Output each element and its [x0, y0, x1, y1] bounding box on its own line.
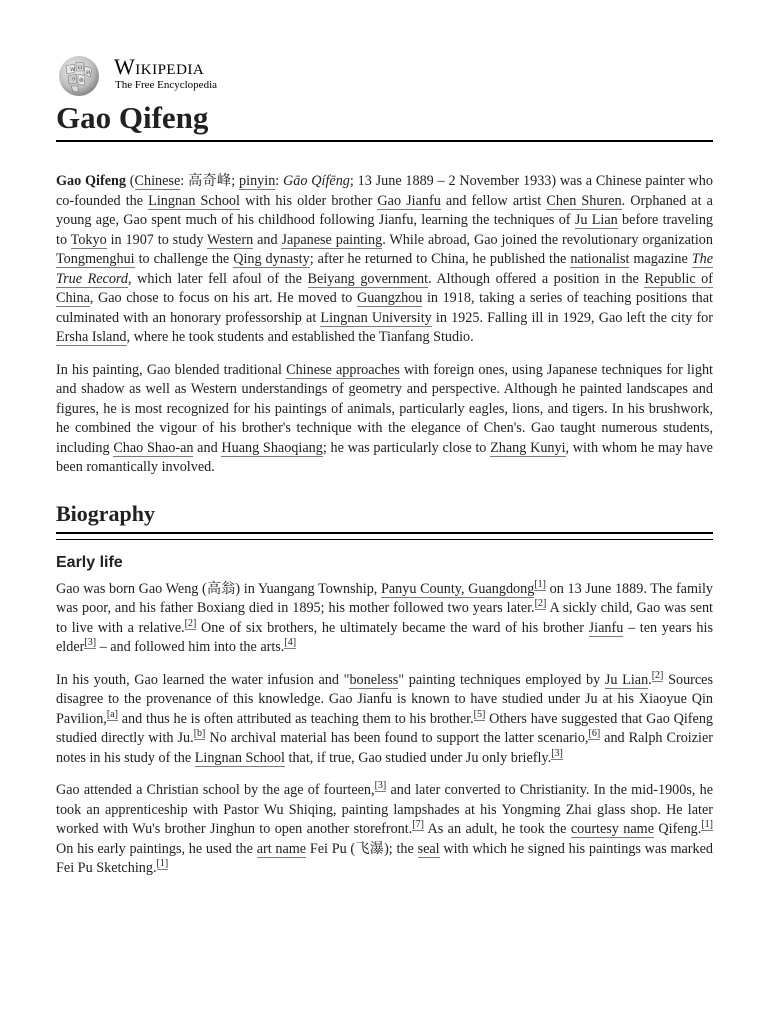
link-guangzhou[interactable]: Guangzhou	[356, 290, 423, 306]
citation[interactable]	[157, 858, 169, 870]
text: :	[275, 173, 284, 189]
early-life-paragraph-2	[56, 671, 713, 769]
citation[interactable]	[284, 637, 296, 649]
link-huang-shaoqiang[interactable]: Huang Shaoqiang	[221, 439, 323, 456]
text: Others have suggested that Gao Qifeng studied directly with Ju.	[56, 710, 714, 746]
citation[interactable]	[588, 728, 600, 740]
link-lingnan-school[interactable]: Lingnan School	[194, 749, 285, 766]
text: in 1925. Falling ill in 1929, Gao left the city for	[431, 309, 713, 326]
text: No archival material has been found to support the latter scenario,	[205, 730, 589, 746]
section-heading-biography: Biography	[56, 500, 713, 534]
citation-link[interactable]: [2]	[184, 617, 197, 629]
wikipedia-wordmark[interactable]: Wikipedia	[114, 54, 205, 79]
text: In his painting, Gao blended traditional	[56, 361, 287, 378]
link-lingnan-university[interactable]: Lingnan University	[320, 309, 432, 326]
link-western[interactable]: Western	[207, 231, 254, 248]
article-page	[56, 52, 714, 876]
wikipedia-globe-logo[interactable]	[56, 54, 102, 98]
citation[interactable]	[534, 579, 546, 591]
text: and thus he is often attributed as teaching them to his brother.	[117, 710, 474, 727]
text: , with whom he may have been romantically involved.	[56, 439, 713, 475]
text: Sources disagree to the provenance of this knowledge. Gao Jianfu is known to have studied under Ju at his Xiaoyue Qin Pavilion,	[56, 671, 713, 727]
citation[interactable]	[701, 819, 713, 831]
text: A sickly child, Gao was sent to live with a relative.	[56, 600, 713, 636]
intro-paragraph-2	[56, 361, 713, 478]
text: ; after he returned to China, he published the	[309, 251, 571, 267]
link-jianfu[interactable]: Jianfu	[588, 619, 624, 636]
link-chinese[interactable]: Chinese	[134, 173, 181, 189]
citation[interactable]	[474, 709, 486, 721]
text: with his older brother	[239, 192, 378, 209]
svg-text:W: W	[70, 67, 76, 73]
text: and fellow artist	[440, 192, 547, 209]
text: , where he took students and established the Tianfang Studio.	[126, 329, 474, 345]
citation-link[interactable]: [2]	[651, 669, 664, 681]
text: Fei Pu (飞瀑); the	[306, 840, 418, 857]
text: magazine	[629, 251, 692, 267]
link-beiyang-government[interactable]: Beiyang government	[307, 270, 429, 287]
article-subject: Gao Qifeng	[56, 173, 126, 189]
link-nationalist[interactable]: nationalist	[570, 251, 630, 267]
text: with which he signed his paintings was marked Fei Pu Sketching.	[56, 840, 714, 876]
text: Gao was born Gao Weng (高翁) in Yuangang Township,	[56, 580, 381, 597]
link-zhang-kunyi[interactable]: Zhang Kunyi	[490, 439, 566, 456]
link-gao-jianfu[interactable]: Gao Jianfu	[377, 192, 441, 209]
text: in 1918, taking a series of teaching positions that culminated with an honorary professorship at	[56, 290, 713, 326]
text: and	[193, 439, 222, 456]
citation-link[interactable]: [3]	[84, 637, 97, 649]
link-republic-of-china[interactable]: Republic of China	[56, 270, 713, 306]
svg-text:ウ: ウ	[71, 77, 77, 83]
text: , Gao chose to focus on his art. He moved to	[89, 290, 357, 306]
text: Qifeng.	[654, 821, 702, 837]
svg-text:Ω: Ω	[78, 65, 83, 71]
article-body	[56, 172, 713, 892]
footnote[interactable]	[194, 728, 206, 740]
citation[interactable]	[84, 637, 96, 649]
text: – ten years his elder	[56, 619, 713, 655]
link-ju-lian[interactable]: Ju Lian	[574, 212, 618, 228]
text: In his youth, Gao learned the water infusion and "	[56, 671, 350, 688]
text: ; 13 June 1889 – 2 November 1933) was a Chinese painter who co-founded the	[56, 173, 713, 209]
text: on 13 June 1889. The family was poor, and his father Boxiang died in 1895; his mother followed two years later.	[56, 580, 713, 616]
text: and later converted to Christianity. In the mid-1900s, he took an apprenticeship with Pastor Wu Shiqing, painting lampshades at his Yongming Zhai glass shop. He later worked with Wu's brother Jinghun to open another storefront.	[56, 782, 713, 837]
citation[interactable]	[652, 670, 664, 682]
text: (	[126, 173, 135, 189]
subsection-heading-early-life: Early life	[56, 553, 123, 571]
link-pinyin[interactable]: pinyin	[239, 173, 276, 189]
text: . Although offered a position in the	[428, 270, 645, 287]
link-chinese-approaches[interactable]: Chinese approaches	[286, 361, 400, 378]
text: Gao attended a Christian school by the age of fourteen,	[56, 782, 375, 798]
link-tokyo[interactable]: Tokyo	[70, 231, 107, 248]
citation-link[interactable]: [2]	[534, 598, 547, 610]
citation-link[interactable]: [1]	[156, 858, 169, 870]
site-header	[56, 52, 713, 96]
link-qing-dynasty[interactable]: Qing dynasty	[233, 251, 310, 267]
page-title: Gao Qifeng	[56, 98, 713, 142]
citation-link[interactable]: [1]	[701, 819, 713, 831]
text: before traveling to	[56, 212, 714, 248]
text: ; he was particularly close to	[322, 439, 491, 456]
citation-link[interactable]: [1]	[534, 578, 547, 590]
text: : 高奇峰;	[180, 173, 240, 189]
link-the-true-record[interactable]: The True Record	[56, 251, 714, 287]
text: . Orphaned at a young age, Gao spent much of his childhood following Jianfu, learning the techniques of	[56, 192, 713, 228]
text: As an adult, he took the	[423, 821, 571, 837]
text: and	[253, 231, 282, 248]
link-lingnan-school[interactable]: Lingnan School	[148, 192, 240, 209]
text: On his early paintings, he used the	[56, 840, 257, 857]
link-ersha-island[interactable]: Ersha Island	[56, 329, 127, 345]
text: in 1907 to study	[106, 231, 208, 248]
text: , which later fell afoul of the	[128, 270, 308, 287]
footnote-link[interactable]: [a]	[106, 708, 118, 720]
text: to challenge the	[134, 251, 234, 267]
link-seal[interactable]: seal	[417, 840, 440, 857]
text: and Ralph Croizier notes in his study of the	[56, 730, 713, 766]
citation-link[interactable]: [5]	[473, 708, 486, 720]
citation-link[interactable]: [7]	[412, 819, 424, 831]
pinyin-value: Gāo Qífēng	[283, 173, 350, 189]
text: .	[648, 671, 652, 688]
text: – and followed him into the arts.	[96, 639, 285, 655]
citation[interactable]	[412, 819, 424, 831]
early-life-paragraph-3	[56, 781, 713, 879]
text: One of six brothers, he ultimately became the ward of his brother	[196, 619, 589, 636]
svg-text:維: 維	[79, 78, 85, 84]
text: with foreign ones, using Japanese techniques for light and shadow as well as Western understandings of geometry and perspective. Although he painted landscapes and figures, he is most recognized for his paintings of animals, particularly eagles, lions, and tigers. In his brushwork, he combined the vigour of his brother's technique with the elegance of Chen's. Gao taught numerous students, including	[56, 361, 713, 456]
link-art-name[interactable]: art name	[256, 840, 307, 857]
citation-link[interactable]: [4]	[284, 637, 297, 649]
link-chao-shao-an[interactable]: Chao Shao-an	[113, 439, 194, 456]
svg-text:И: И	[86, 70, 91, 76]
link-tongmenghui[interactable]: Tongmenghui	[56, 251, 135, 267]
citation[interactable]	[375, 780, 387, 792]
footnote-link[interactable]: [b]	[193, 728, 206, 740]
citation-link[interactable]: [6]	[588, 728, 601, 740]
wikipedia-tagline: The Free Encyclopedia	[115, 79, 218, 91]
link-chen-shuren[interactable]: Chen Shuren	[546, 192, 622, 209]
link-japanese-painting[interactable]: Japanese painting	[281, 231, 383, 248]
citation[interactable]	[551, 748, 563, 760]
footnote[interactable]	[107, 709, 118, 721]
text: that, if true, Gao studied under Ju only briefly.	[284, 749, 552, 766]
early-life-paragraph-1	[56, 580, 713, 658]
link-ju-lian[interactable]: Ju Lian	[604, 671, 649, 688]
citation-link[interactable]: [3]	[551, 747, 563, 759]
link-panyu-county[interactable]: Panyu County, Guangdong	[380, 580, 535, 597]
link-boneless[interactable]: boneless	[349, 671, 399, 688]
link-courtesy-name[interactable]: courtesy name	[570, 821, 654, 837]
citation[interactable]	[185, 618, 197, 630]
text: " painting techniques employed by	[398, 671, 605, 688]
intro-paragraph-1	[56, 172, 713, 348]
text: . While abroad, Gao joined the revolutionary organization	[382, 231, 713, 248]
citation-link[interactable]: [3]	[374, 780, 387, 792]
citation[interactable]	[535, 598, 547, 610]
